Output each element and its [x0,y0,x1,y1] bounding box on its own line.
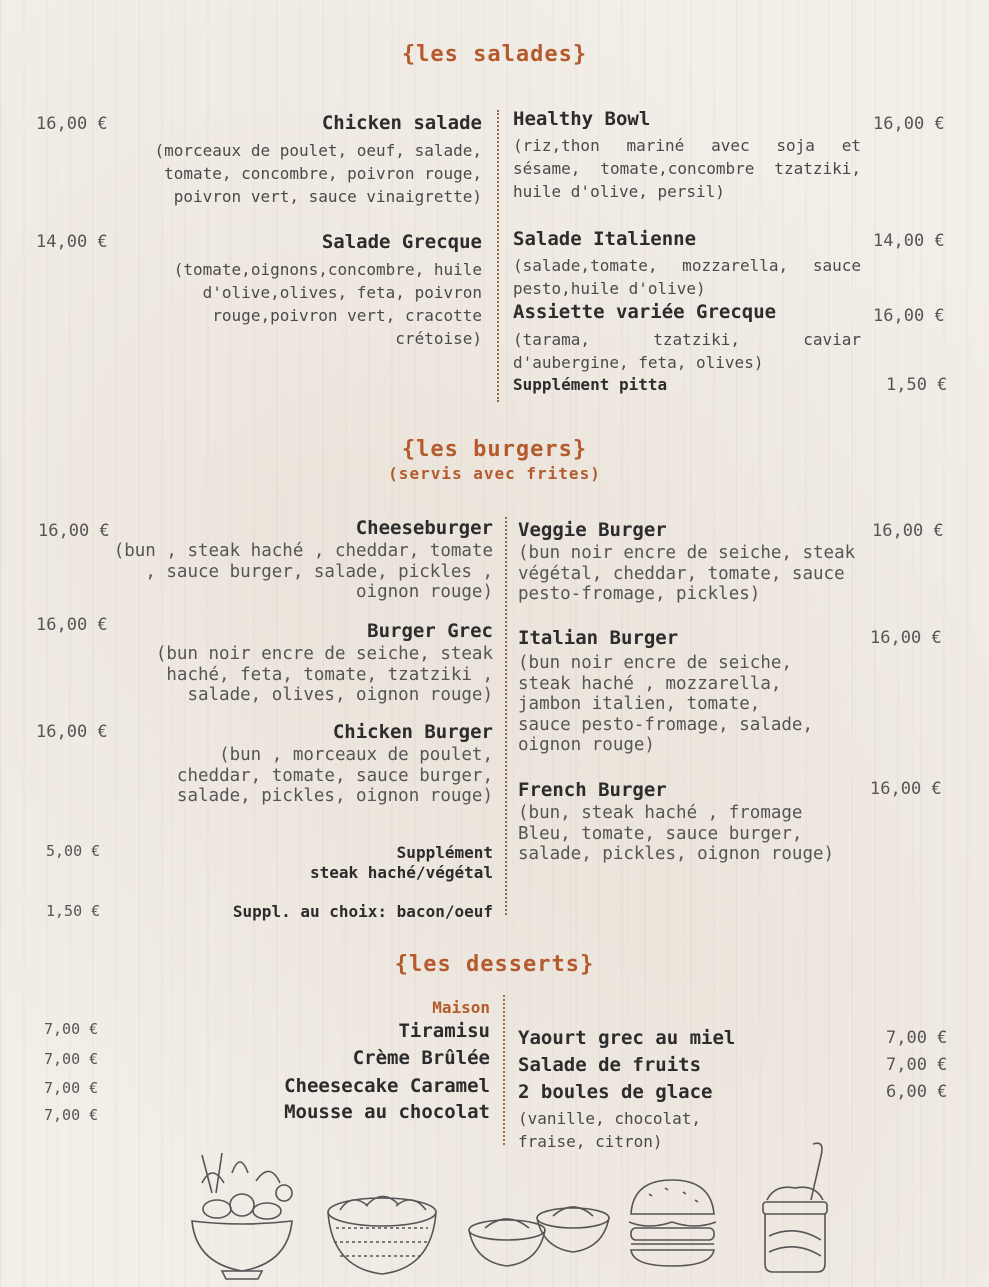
item-price: 16,00 € [36,722,108,742]
item-price: 16,00 € [873,306,945,326]
item-description: (bun , morceaux de poulet, cheddar, tomate, sauce burger, salade, pickles, oignon rouge) [176,745,493,806]
item-price: 16,00 € [36,114,108,134]
item-name: Veggie Burger [518,519,667,541]
item-description: (riz,thon mariné avec soja et sésame, tomate,concombre tzatziki, huile d'olive, persil) [513,136,861,201]
item-price: 7,00 € [44,1106,99,1124]
dessert-jar-icon [755,1140,835,1275]
section-subtitle-burgers: (servis avec frites) [388,464,601,483]
item-name: Suppl. au choix: bacon/oeuf [232,902,493,921]
item-name: Supplément pitta [513,375,668,394]
item-name: Cheeseburger [355,517,493,539]
item-price: 16,00 € [872,521,944,541]
item-name: Tiramisu [398,1020,490,1042]
item-price: 16,00 € [870,779,942,799]
item-price: 7,00 € [886,1055,948,1075]
item-name: Chicken salade [321,112,482,134]
item-description: (vanille, chocolat, fraise, citron) [518,1109,702,1151]
item-price: 14,00 € [873,231,945,251]
item-description: (bun noir encre de seiche, steak végétal, cheddar, tomate, sauce pesto-fromage, pickles) [518,543,856,604]
item-price: 6,00 € [886,1082,948,1102]
item-name: Yaourt grec au miel [518,1027,736,1049]
item-price: 16,00 € [36,615,108,635]
item-description: (bun noir encre de seiche, steak haché , mozzarella, jambon italien, tomate, sauce pesto-fromage, salade, oignon rouge) [518,653,814,755]
item-price: 16,00 € [873,114,945,134]
item-name: Salade Grecque [321,231,482,253]
item-price: 7,00 € [44,1020,99,1038]
item-description: (bun , steak haché , cheddar, tomate , sauce burger, salade, pickles , oignon rouge) [113,541,493,602]
item-description: (bun, steak haché , fromage Bleu, tomate, sauce burger, salade, pickles, oignon rouge) [518,803,835,864]
item-price: 1,50 € [46,902,101,920]
item-description: (morceaux de poulet, oeuf, salade, tomate, concombre, poivron rouge, poivron vert, sauce vinaigrette) [154,141,482,206]
item-description: (bun noir encre de seiche, steak haché, feta, tomate, tzatziki , salade, olives, oignon rouge) [155,644,493,705]
item-name-line2: steak haché/végétal [309,863,493,882]
item-name: Assiette variée Grecque [513,301,777,323]
item-price: 5,00 € [46,842,101,860]
item-description: (salade,tomate, mozzarella, sauce pesto,huile d'olive) [513,256,861,298]
item-name: Chicken Burger [332,721,493,743]
item-name: Salade de fruits [518,1054,702,1076]
maison-label: Maison [432,998,490,1017]
salad-bowl-icon [172,1143,312,1283]
item-price: 7,00 € [44,1079,99,1097]
item-description: (tomate,oignons,concombre, huile d'olive,olives, feta, poivron rouge,poivron vert, cracotte crétoise) [173,260,482,348]
item-price: 14,00 € [36,232,108,252]
item-price: 7,00 € [886,1028,948,1048]
item-name: Salade Italienne [513,228,697,250]
column-divider [505,517,507,915]
item-name: Mousse au chocolat [284,1101,490,1123]
item-name: Burger Grec [367,620,493,642]
item-name: Italian Burger [518,627,679,649]
column-divider [497,110,499,402]
section-title-salades: {les salades} [401,42,588,67]
dip-bowls-icon [465,1190,615,1270]
item-price: 16,00 € [870,628,942,648]
item-description: (tarama, tzatziki, caviar d'aubergine, feta, olives) [513,330,861,372]
item-price: 1,50 € [886,375,948,395]
item-price: 7,00 € [44,1050,99,1068]
section-title-desserts: {les desserts} [394,952,595,977]
item-name: 2 boules de glace [518,1081,713,1103]
item-name: French Burger [518,779,667,801]
item-price: 16,00 € [38,521,110,541]
item-name: Supplément [396,843,493,862]
burger-icon [625,1178,720,1270]
column-divider [503,995,505,1145]
item-name: Healthy Bowl [513,108,651,130]
item-name: Crème Brûlée [352,1047,490,1069]
item-name: Cheesecake Caramel [284,1075,490,1097]
section-title-burgers: {les burgers} [401,437,588,462]
bread-basket-icon [322,1188,442,1278]
